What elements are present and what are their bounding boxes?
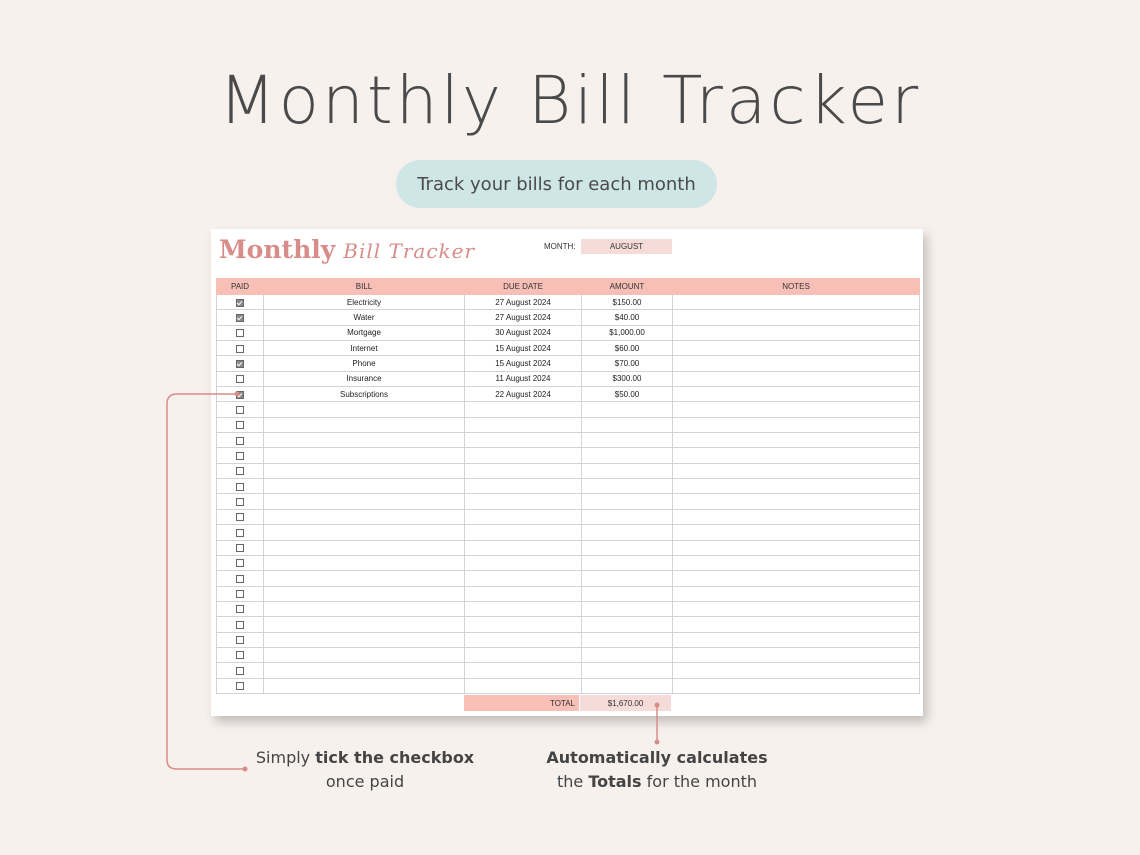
column-header-due-date: DUE DATE bbox=[465, 279, 582, 295]
bill-cell[interactable]: Insurance bbox=[264, 371, 465, 386]
sheet-title-bold: Monthly bbox=[219, 235, 336, 264]
checkbox-callout-dot-top bbox=[235, 392, 240, 397]
due-date-cell[interactable]: 27 August 2024 bbox=[465, 310, 582, 325]
amount-cell[interactable]: $150.00 bbox=[582, 295, 673, 310]
amount-cell[interactable]: $40.00 bbox=[582, 310, 673, 325]
total-callout-dot-bottom bbox=[655, 740, 660, 745]
checkbox-callout-line1 bbox=[245, 746, 485, 770]
amount-cell[interactable]: $50.00 bbox=[582, 387, 673, 402]
total-callout-bold: Totals bbox=[588, 772, 642, 791]
amount-cell[interactable]: $1,000.00 bbox=[582, 325, 673, 340]
due-date-cell[interactable]: 11 August 2024 bbox=[465, 371, 582, 386]
checkbox-callout-line bbox=[167, 394, 244, 769]
amount-cell[interactable]: $70.00 bbox=[582, 356, 673, 371]
total-callout-post: for the month bbox=[641, 772, 758, 791]
total-callout-pre: the bbox=[556, 772, 589, 791]
column-header-bill: BILL bbox=[264, 279, 465, 295]
due-date-cell[interactable]: 15 August 2024 bbox=[465, 341, 582, 356]
bill-cell[interactable]: Mortgage bbox=[264, 325, 465, 340]
bill-cell[interactable]: Internet bbox=[264, 341, 465, 356]
bill-cell[interactable]: Electricity bbox=[264, 295, 465, 310]
total-callout-text bbox=[530, 746, 784, 794]
total-label: TOTAL bbox=[464, 695, 579, 711]
checkbox-callout-pre: Simply bbox=[255, 748, 316, 767]
column-header-amount: AMOUNT bbox=[582, 279, 673, 295]
checkbox-callout-line2: once paid bbox=[325, 772, 405, 791]
checkbox-callout-text bbox=[245, 746, 485, 794]
total-value: $1,670.00 bbox=[580, 695, 671, 711]
month-field[interactable]: AUGUST bbox=[581, 239, 672, 254]
checkbox-callout-bold: tick the checkbox bbox=[315, 748, 475, 767]
total-callout-dot-top bbox=[655, 703, 660, 708]
bill-cell[interactable]: Water bbox=[264, 310, 465, 325]
page-title: Monthly Bill Tracker bbox=[218, 62, 922, 139]
due-date-cell[interactable]: 27 August 2024 bbox=[465, 295, 582, 310]
column-header-notes: NOTES bbox=[673, 279, 920, 295]
total-callout-line2 bbox=[530, 770, 784, 794]
month-label: MONTH: bbox=[544, 242, 576, 251]
amount-cell[interactable]: $60.00 bbox=[582, 341, 673, 356]
subtitle-pill: Track your bills for each month bbox=[396, 160, 717, 208]
bill-cell[interactable]: Subscriptions bbox=[264, 387, 465, 402]
due-date-cell[interactable]: 22 August 2024 bbox=[465, 387, 582, 402]
bill-cell[interactable]: Phone bbox=[264, 356, 465, 371]
column-header-paid: PAID bbox=[217, 279, 264, 295]
sheet-title-script: Bill Tracker bbox=[343, 239, 476, 263]
total-callout-line1: Automatically calculates bbox=[546, 748, 768, 767]
due-date-cell[interactable]: 30 August 2024 bbox=[465, 325, 582, 340]
due-date-cell[interactable]: 15 August 2024 bbox=[465, 356, 582, 371]
amount-cell[interactable]: $300.00 bbox=[582, 371, 673, 386]
